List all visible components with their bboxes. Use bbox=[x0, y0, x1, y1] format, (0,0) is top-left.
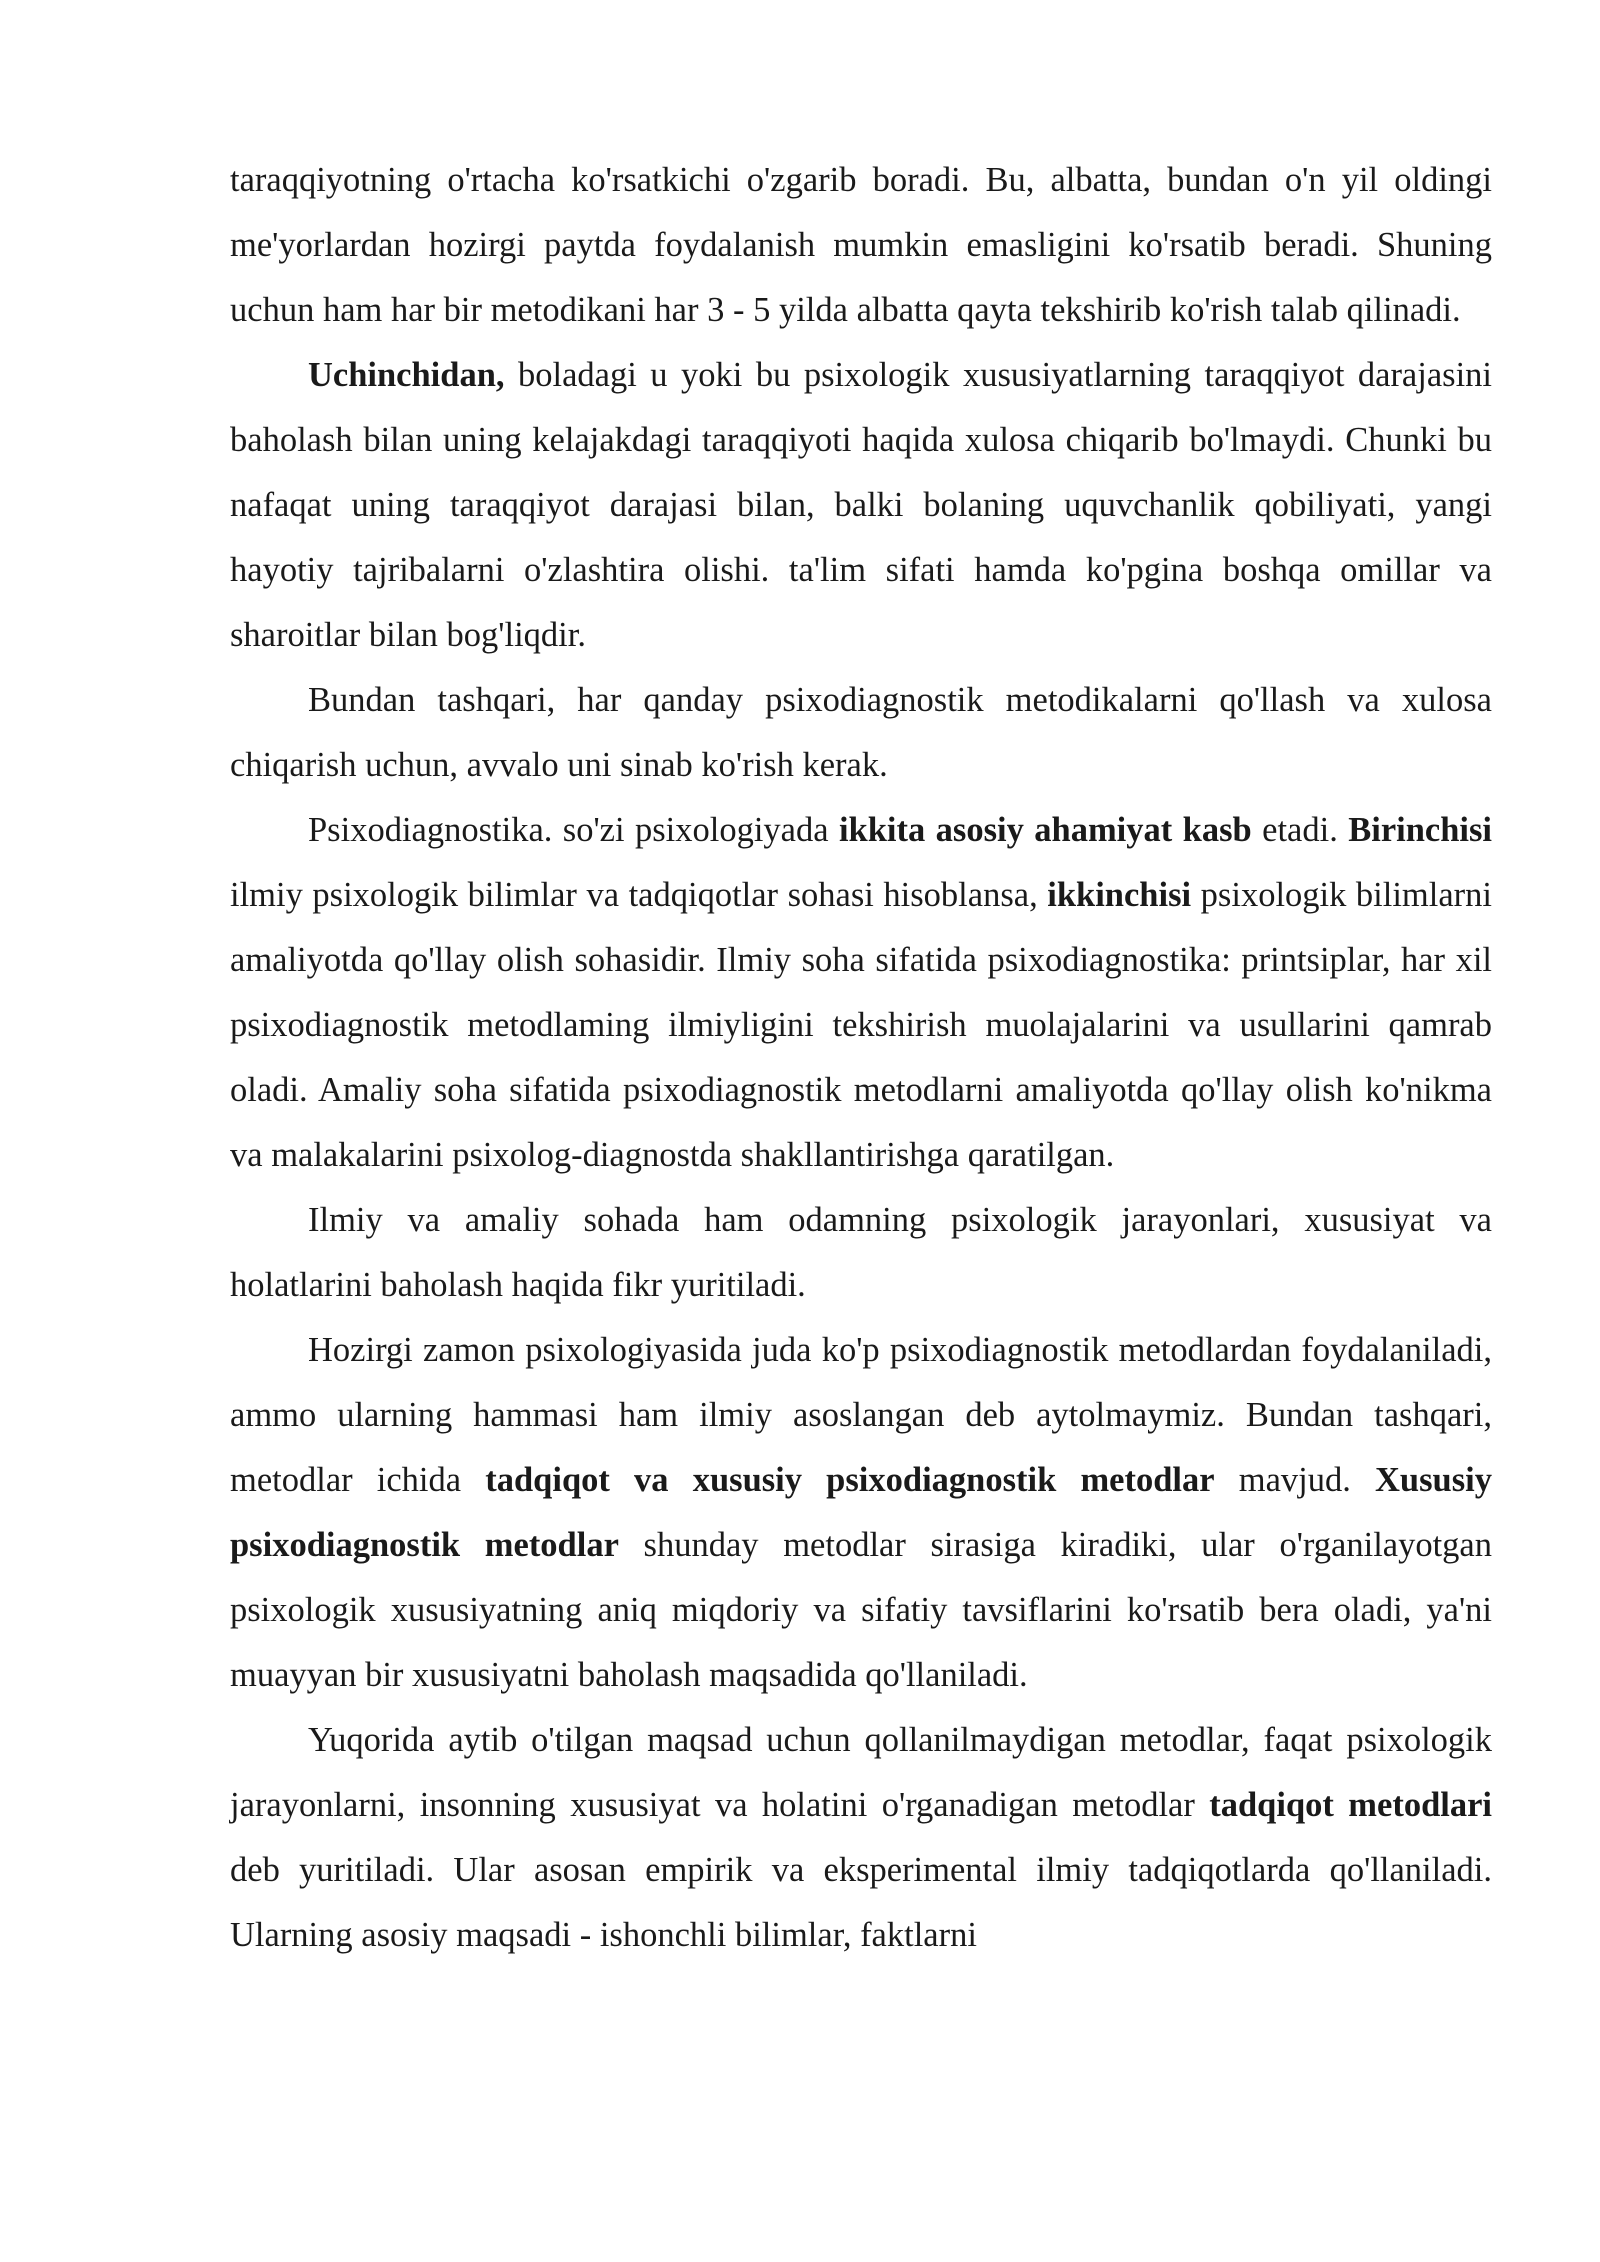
paragraph-1 bbox=[230, 148, 1492, 343]
paragraph-7 bbox=[230, 1708, 1492, 1968]
paragraph-4 bbox=[230, 798, 1492, 1188]
bold-term: ikkinchisi bbox=[1047, 876, 1192, 914]
paragraph-3 bbox=[230, 668, 1492, 798]
bold-term: tadqiqot metodlari bbox=[1209, 1786, 1492, 1824]
text-run: Psixodiagnostika. so'zi psixologiyada bbox=[308, 811, 839, 849]
text-run: ilmiy psixologik bilimlar va tadqiqotlar sohasi hisoblansa, bbox=[230, 876, 1048, 914]
paragraph-5 bbox=[230, 1188, 1492, 1318]
text-run: psixologik bilimlarni amaliyotda qo'llay olish sohasidir. Ilmiy soha sifatida psixodiagnostika: printsiplar, har xil psixodiagnostik metodlaming ilmiyligini tekshirish muolajalarini va usullarini qamrab oladi. Amaliy soha sifatida psixodiagnostik metodlarni amaliyotda qo'llay olish ko'nikma va malakalarini psixolog-diagnostda shakllantirishga qaratilgan. bbox=[230, 876, 1492, 1174]
document-page bbox=[230, 148, 1492, 1968]
paragraph-2 bbox=[230, 343, 1492, 668]
text-run: Bundan tashqari, har qanday psixodiagnostik metodikalarni qo'llash va xulosa chiqarish uchun, avvalo uni sinab ko'rish kerak. bbox=[230, 681, 1492, 784]
text-run: etadi. bbox=[1251, 811, 1349, 849]
text-run: mavjud. bbox=[1214, 1461, 1376, 1499]
text-run: deb yuritiladi. Ular asosan empirik va eksperimental ilmiy tadqiqotlarda qo'llaniladi. Ularning asosiy maqsadi - ishonchli bilimlar, faktlarni bbox=[230, 1851, 1492, 1954]
bold-term: Uchinchidan, bbox=[308, 356, 505, 394]
text-run: shunday metodlar sirasiga kiradiki, ular o'rganilayotgan psixologik xususiyatning aniq miqdoriy va sifatiy tavsiflarini ko'rsatib bera oladi, ya'ni muayyan bir xususiyatni baholash maqsadida qo'llaniladi. bbox=[230, 1526, 1492, 1694]
text-run: Ilmiy va amaliy sohada ham odamning psixologik jarayonlari, xususiyat va holatlarini baholash haqida fikr yuritiladi. bbox=[230, 1201, 1492, 1304]
text-run: taraqqiyotning o'rtacha ko'rsatkichi o'zgarib boradi. Bu, albatta, bundan o'n yil oldingi me'yorlardan hozirgi paytda foydalanish mumkin emasligini ko'rsatib beradi. Shuning uchun ham har bir metodikani har 3 - 5 yilda albatta qayta tekshirib ko'rish talab qilinadi. bbox=[230, 161, 1492, 329]
bold-term: Birinchisi bbox=[1348, 811, 1493, 849]
paragraph-6 bbox=[230, 1318, 1492, 1708]
bold-term: ikkita asosiy ahamiyat kasb bbox=[838, 811, 1252, 849]
text-run: boladagi u yoki bu psixologik xususiyatlarning taraqqiyot darajasini baholash bilan uning kelajakdagi taraqqiyoti haqida xulosa chiqarib bo'lmaydi. Chunki bu nafaqat uning taraqqiyot darajasi bilan, balki bolaning uquvchanlik qobiliyati, yangi hayotiy tajribalarni o'zlashtira olishi. ta'lim sifati hamda ko'pgina boshqa omillar va sharoitlar bilan bog'liqdir. bbox=[230, 356, 1492, 654]
text-run: Yuqorida aytib o'tilgan maqsad uchun qollanilmaydigan metodlar, faqat psixologik jarayonlarni, insonning xususiyat va holatini o'rganadigan metodlar bbox=[230, 1721, 1492, 1824]
bold-term: Xususiy psixodiagnostik metodlar bbox=[230, 1461, 1492, 1564]
text-run: Hozirgi zamon psixologiyasida juda ko'p psixodiagnostik metodlardan foydalaniladi, ammo ularning hammasi ham ilmiy asoslangan deb aytolmaymiz. Bundan tashqari, metodlar ichida bbox=[230, 1331, 1492, 1499]
bold-term: tadqiqot va xususiy psixodiagnostik metodlar bbox=[485, 1461, 1215, 1499]
